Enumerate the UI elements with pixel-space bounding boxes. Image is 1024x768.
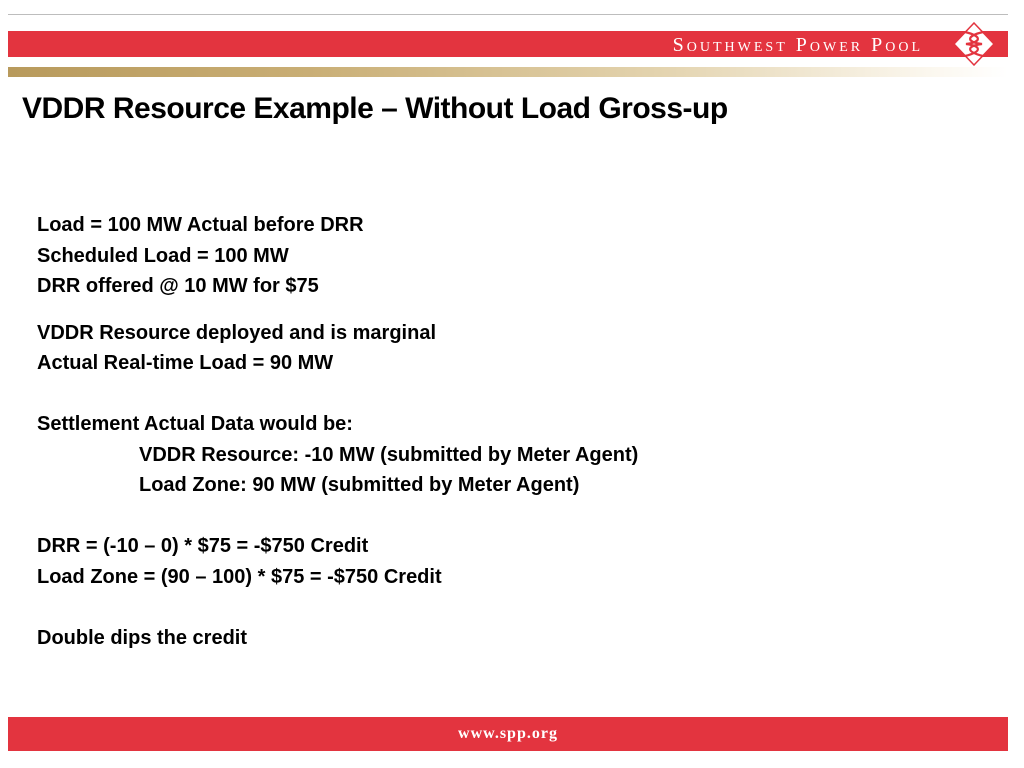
body-line-indented: VDDR Resource: -10 MW (submitted by Meter Agent) [139, 443, 639, 466]
slide-body [37, 210, 937, 653]
spp-logo-icon [952, 22, 996, 66]
body-line: VDDR Resource deployed and is marginal [37, 321, 436, 344]
footer-band [8, 717, 1008, 751]
body-line: Load Zone = (90 – 100) * $75 = -$750 Credit [37, 565, 442, 588]
header-band [8, 31, 1008, 57]
body-line: DRR offered @ 10 MW for $75 [37, 275, 319, 297]
body-line: Load = 100 MW Actual before DRR [37, 214, 364, 236]
body-line: Actual Real-time Load = 90 MW [37, 352, 334, 374]
footer-url: www.spp.org [458, 725, 558, 742]
accent-band [8, 67, 1008, 77]
top-divider [8, 14, 1008, 15]
body-line-indented: Load Zone: 90 MW (submitted by Meter Agent) [139, 474, 580, 496]
slide-title: VDDR Resource Example – Without Load Gross-up [22, 92, 728, 125]
body-line: Settlement Actual Data would be: [37, 413, 353, 435]
body-line: Double dips the credit [37, 626, 248, 649]
body-line: DRR = (-10 – 0) * $75 = -$750 Credit [37, 535, 369, 557]
brand-name: Southwest Power Pool [672, 34, 923, 56]
body-line: Scheduled Load = 100 MW [37, 244, 289, 267]
